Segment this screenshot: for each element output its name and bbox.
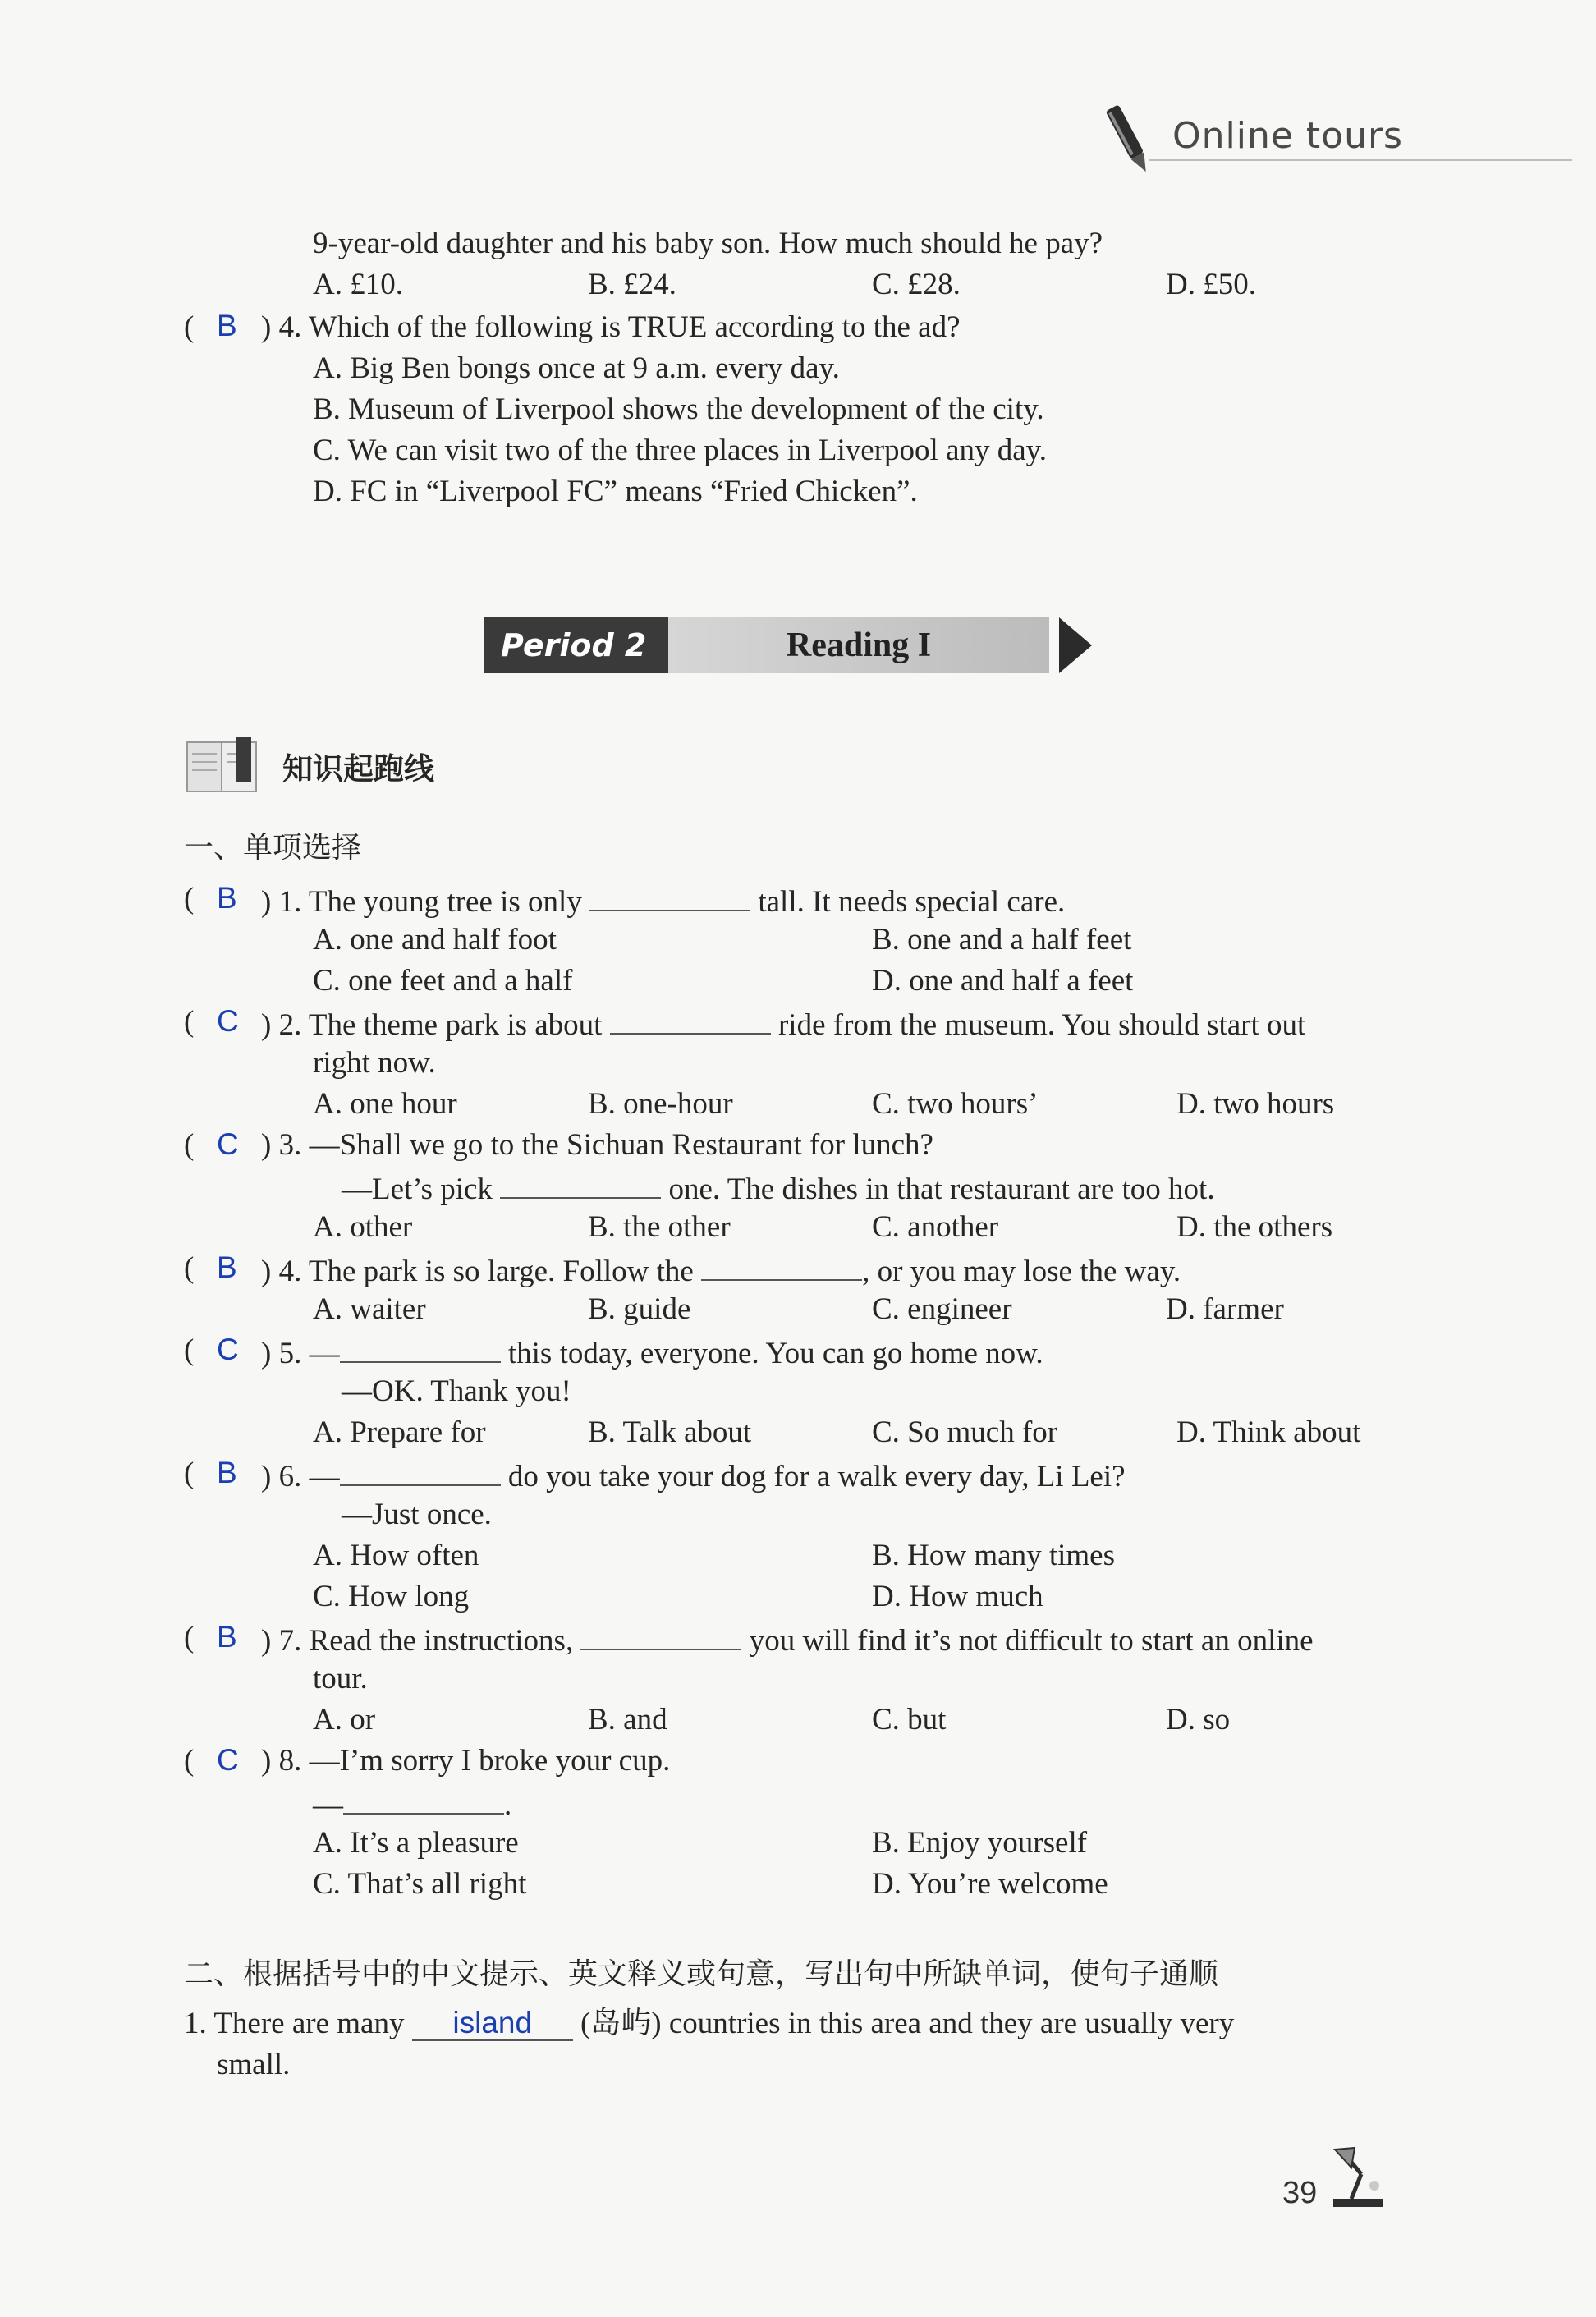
part2-title: 二、根据括号中的中文提示、英文释义或句意，写出句中所缺单词，使句子通顺 — [184, 1957, 1219, 1991]
header-title: Online tours — [1172, 115, 1403, 157]
q3-blank[interactable] — [500, 1166, 661, 1199]
q5-option-b: B. Talk about — [588, 1415, 752, 1449]
q7-option-a: A. or — [313, 1703, 376, 1737]
part2-q1-answer[interactable]: island — [412, 2007, 573, 2041]
q5-option-d: D. Think about — [1176, 1415, 1361, 1449]
part2-q1 — [184, 2003, 1234, 2044]
paren: ( — [184, 1744, 195, 1778]
q2-answer: C — [217, 1004, 239, 1038]
paren: ( — [184, 1251, 195, 1285]
q1-stem-pre: ) 1. The young tree is only — [261, 885, 582, 919]
q1-option-d: D. one and half a feet — [872, 964, 1134, 998]
q8-stem-post: . — [504, 1788, 512, 1822]
q2-blank[interactable] — [610, 1002, 771, 1035]
q1-stem — [261, 879, 1065, 923]
q1-blank[interactable] — [589, 879, 750, 911]
q4-option-b: B. guide — [588, 1292, 691, 1326]
paren: ( — [184, 1621, 195, 1654]
prev-q4-option-c: C. We can visit two of the three places in Liverpool any day. — [313, 434, 1048, 467]
q6-answer: B — [217, 1456, 237, 1489]
q2-option-d: D. two hours — [1176, 1087, 1335, 1121]
part1-title: 一、单项选择 — [184, 831, 362, 865]
q8-answer: C — [217, 1743, 239, 1777]
q6-blank[interactable] — [340, 1453, 501, 1486]
lesson-label: Reading I — [668, 617, 1049, 673]
q3-answer: C — [217, 1127, 239, 1161]
q2-option-a: A. one hour — [313, 1087, 457, 1121]
q2-option-c: C. two hours’ — [872, 1087, 1039, 1121]
pen-icon — [1104, 97, 1153, 179]
prev-q4-option-a: A. Big Ben bongs once at 9 a.m. every day. — [313, 351, 840, 385]
paren: ( — [184, 1457, 195, 1490]
q8-stem-pre: — — [313, 1788, 343, 1822]
q8-option-d: D. You’re welcome — [872, 1867, 1108, 1901]
section-title: 知识起跑线 — [282, 751, 434, 787]
q5-option-a: A. Prepare for — [313, 1415, 486, 1449]
prev-q4-stem: ) 4. Which of the following is TRUE according to the ad? — [261, 310, 961, 344]
prev-q3-option-a: A. £10. — [313, 268, 403, 301]
q1-stem-post: tall. It needs special care. — [758, 885, 1066, 919]
q8-option-a: A. It’s a pleasure — [313, 1826, 519, 1860]
q5-stem — [261, 1330, 1043, 1374]
q2-stem — [261, 1002, 1305, 1046]
period-banner — [484, 617, 1092, 673]
q4-answer: B — [217, 1250, 237, 1284]
prev-q3-continuation: 9-year-old daughter and his baby son. How much should he pay? — [313, 227, 1103, 260]
q3-stem-post: one. The dishes in that restaurant are too hot. — [668, 1172, 1215, 1206]
q3-stem-pre: —Let’s pick — [342, 1172, 493, 1206]
q3-stem-line1: ) 3. —Shall we go to the Sichuan Restaurant for lunch? — [261, 1128, 933, 1162]
prev-q4-option-d: D. FC in “Liverpool FC” means “Fried Chicken”. — [313, 475, 918, 508]
paren: ( — [184, 1333, 195, 1367]
q2-option-b: B. one-hour — [588, 1087, 733, 1121]
period-label: Period 2 — [484, 617, 668, 673]
q6-option-c: C. How long — [313, 1580, 470, 1613]
paren: ( — [184, 310, 195, 344]
book-icon — [184, 737, 263, 798]
q1-option-c: C. one feet and a half — [313, 964, 573, 998]
prev-q3-option-b: B. £24. — [588, 268, 676, 301]
paren: ( — [184, 1005, 195, 1039]
prev-q4-answer: B — [217, 309, 237, 342]
q1-option-b: B. one and a half feet — [872, 923, 1132, 957]
q7-stem-cont: tour. — [313, 1662, 368, 1695]
q3-option-d: D. the others — [1176, 1210, 1333, 1244]
prev-q3-option-d: D. £50. — [1166, 268, 1256, 301]
q6-stem — [261, 1453, 1126, 1498]
q4-option-d: D. farmer — [1166, 1292, 1284, 1326]
banner-arrow-icon — [1059, 617, 1092, 673]
page-number: 39 — [1282, 2176, 1318, 2210]
q3-option-b: B. the other — [588, 1210, 731, 1244]
part2-q1-pre: 1. There are many — [184, 2007, 405, 2040]
q4-stem-post: , or you may lose the way. — [862, 1255, 1181, 1288]
q3-stem-line2 — [342, 1166, 1215, 1210]
q1-answer: B — [217, 881, 237, 915]
q5-stem-post: this today, everyone. You can go home now. — [507, 1337, 1043, 1370]
part2-q1-post: (岛屿) countries in this area and they are usually very — [580, 2007, 1235, 2040]
q5-stem-pre: ) 5. — — [261, 1337, 340, 1370]
q4-stem — [261, 1248, 1181, 1292]
part2-q1-cont: small. — [217, 2048, 291, 2081]
q5-option-c: C. So much for — [872, 1415, 1058, 1449]
q6-option-b: B. How many times — [872, 1539, 1115, 1572]
q3-option-a: A. other — [313, 1210, 413, 1244]
q5-answer: C — [217, 1333, 239, 1366]
q4-stem-pre: ) 4. The park is so large. Follow the — [261, 1255, 694, 1288]
q6-stem-line2: —Just once. — [342, 1498, 492, 1531]
q6-stem-post: do you take your dog for a walk every day, Li Lei? — [507, 1460, 1126, 1493]
q7-option-b: B. and — [588, 1703, 667, 1737]
q8-option-c: C. That’s all right — [313, 1867, 527, 1901]
q6-stem-pre: ) 6. — — [261, 1460, 340, 1493]
q7-answer: B — [217, 1620, 237, 1654]
q7-stem-post: you will find it’s not difficult to start an online — [749, 1624, 1314, 1658]
q4-option-c: C. engineer — [872, 1292, 1012, 1326]
q8-stem-line1: ) 8. —I’m sorry I broke your cup. — [261, 1744, 671, 1778]
q7-stem-pre: ) 7. Read the instructions, — [261, 1624, 574, 1658]
q7-option-c: C. but — [872, 1703, 947, 1737]
q6-option-a: A. How often — [313, 1539, 479, 1572]
q5-stem-line2: —OK. Thank you! — [342, 1374, 571, 1408]
q8-blank[interactable] — [343, 1782, 504, 1815]
q4-option-a: A. waiter — [313, 1292, 426, 1326]
q1-option-a: A. one and half foot — [313, 923, 557, 957]
q7-option-d: D. so — [1166, 1703, 1231, 1737]
paren: ( — [184, 1128, 195, 1162]
q8-option-b: B. Enjoy yourself — [872, 1826, 1088, 1860]
q5-blank[interactable] — [340, 1330, 501, 1363]
q2-stem-post: ride from the museum. You should start out — [777, 1008, 1306, 1042]
prev-q4-option-b: B. Museum of Liverpool shows the development of the city. — [313, 392, 1044, 426]
q2-stem-pre: ) 2. The theme park is about — [261, 1008, 603, 1042]
q2-stem-cont: right now. — [313, 1046, 436, 1080]
q4-blank[interactable] — [701, 1248, 862, 1281]
prev-q3-option-c: C. £28. — [872, 268, 961, 301]
q8-stem-line2 — [313, 1782, 511, 1826]
paren: ( — [184, 882, 195, 915]
q7-blank[interactable] — [580, 1617, 741, 1650]
q7-stem — [261, 1617, 1314, 1662]
desk-lamp-icon — [1327, 2145, 1392, 2210]
header-rule — [1149, 159, 1572, 161]
banner-gap — [1049, 617, 1054, 673]
q3-option-c: C. another — [872, 1210, 999, 1244]
q6-option-d: D. How much — [872, 1580, 1043, 1613]
